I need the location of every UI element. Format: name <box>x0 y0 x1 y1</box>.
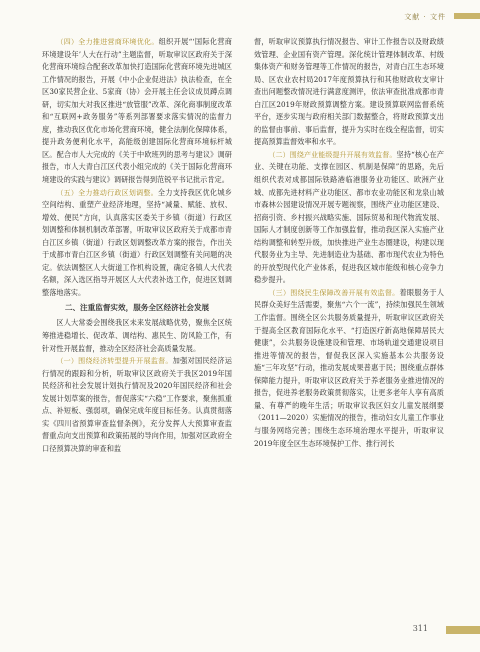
body-paragraph <box>42 317 232 355</box>
paragraph-text: 加强对国民经济运行情况的跟踪和分析，听取审议区政府关于我区2019年国民经济和社会发展计划执行情况及2020年国民经济和社会发展计划草案的报告，督促落实“六稳”工作要求，聚焦抓重点、补短板、强弱项，确保完成年度目标任务。认真贯彻落实《四川省预算审查监督条例》，充分发挥人大预算审查监督重点向支出预算和政策拓展的导向作用，加强对区政府全口径预算决算的审查和监 <box>42 356 232 453</box>
body-paragraph <box>254 287 444 450</box>
paragraph-text: 全力支持我区优化城乡空间结构、重塑产业经济地理，坚持“减量、赋能、放权、增效、便民”方向，认真落实区委关于乡镇（街道）行政区划调整和体制机制改革部署，听取审议区政府关于成都市青白江区乡镇（街道）行政区划调整改革方案的报告，作出关于成都市青白江区乡镇（街道）行政区划调整有关问题的决定。依法调整区人大街道工作机构设置，确定各镇人大代表名额，深入选区指导开展区人大代表补选工作，促进区划调整落地落实。 <box>42 187 232 297</box>
body-paragraph <box>254 149 444 287</box>
body-paragraph <box>42 187 232 300</box>
footer-accent-bar <box>446 626 480 634</box>
paragraph-text: 督，听取审议预算执行情况报告、审计工作报告以及财政绩效管理、企业国有资产管理。深化统计管理体制改革、村级集体资产和财务管理等工作情况的报告，对青白江生态环境局、区农业农村局2017年度预算执行和其他财政收支审计查出问题整改情况进行满意度测评，依法审查批准成都市青白江区2019年财政预算调整方案。建设预算联网监督系统平台，逐步实现与政府相关部门数据整合，将财政预算支出的监督由事前、事后监督，提升为实时在线全程监督，切实提高预算监督效率和水平。 <box>254 37 444 147</box>
left-column <box>42 36 232 456</box>
header-accent-bar <box>454 13 480 19</box>
subheading: （二）围绕产业能级提升开展有效监督。 <box>268 150 397 159</box>
subheading: （一）围绕经济转型提升开展监督。 <box>56 357 173 366</box>
subheading: （五）全力推动行政区划调整。 <box>56 188 158 197</box>
paragraph-text: 区人大常委会围绕我区未来发展战略优势，聚焦全区统筹推进稳增长、促改革、调结构、惠民生、防风险工作，有针对性开展监督，推动全区经济社会高质量发展。 <box>42 318 232 353</box>
body-paragraph <box>42 355 232 455</box>
body-paragraph <box>42 36 232 187</box>
body-paragraph <box>254 36 444 149</box>
section-heading: 二、注重监督实效，服务全区经济社会发展 <box>64 303 210 313</box>
page-number: 311 <box>412 624 428 633</box>
paragraph-text: 组织开展“‘国际化营商环境建设年’人大在行动”主题监督，听取审议区政府关于深化营商环境综合配套改革加快打造国际化营商环境先进城区工作情况的报告，开展《中小企业促进法》执法检查，在全区30家民营企业、5家商（协）会开展主任会议成员蹲点调研，切实加大对我区推进“放管服”改革、深化商事制度改革和“互联网+政务服务”等系列部署要求落实情况的监督力度，推动我区优化市场化营商环境，健全法制化保障体系，提升政务便利化水平，高能级创建国际化营商环境标杆城区。配合市人大完成的《关于中欧班列的思考与建议》调研报告，市人大青白江区代表小组完成的《关于国际化营商环境建设的实践与建议》调研报告得到范锐平书记批示肯定。 <box>42 37 232 185</box>
paragraph-text: 坚持“核心在产业、关键在功能、支撑在园区、机制是保障”的思路，先后组织代表对成都国际铁路港临港服务业功能区、欧洲产业城、成都先进材料产业功能区、都市农业功能区和龙泉山城市森林公园建设情况开展专题视察，围绕产业功能区建设、招商引资、乡村振兴战略实施、国际贸易和现代物流发展、国际人才制度创新等工作加强监督，推动我区深入实施产业结构调整和转型升级，加快推进产业生态圈建设，构建以现代服务业为主导、先进制造业为基础、都市现代农业为特色的开放型现代化产业体系，促进我区城市能级和核心竞争力稳步提升。 <box>254 149 444 285</box>
paragraph-text: 着眼服务于人民群众美好生活需要，聚焦“六个一流”，持续加强民生领域工作监督。围绕全区公共服务质量提升，听取审议区政府关于提高全区教育国际化水平、“打造医疗新高地保障居民大健康”，公共服务设施建设和管理、市场轨道交通建设项目推进等情况的报告，督促我区深入实施基本公共服务设施“三年攻坚”行动，推动发展成果普惠于民；围绕重点群体保障能力提升，听取审议区政府关于养老服务业推进情况的报告，促进养老服务政策贯彻落实，让更多老年人享有高质量、有尊严的晚年生活；听取审议我区妇女儿童发展纲要（2011—2020）实施情况的报告，推动妇女儿童工作事业与服务网络完善；围绕生态环境治理水平提升，听取审议2019年度全区生态环境保护工作、推行河长 <box>254 287 444 448</box>
subheading: （三）围绕民生保障改善开展有效监督。 <box>268 288 400 297</box>
running-header: 文献 · 文件 <box>404 13 446 21</box>
right-column <box>254 36 444 450</box>
subheading: （四）全力推进营商环境优化。 <box>56 38 159 46</box>
